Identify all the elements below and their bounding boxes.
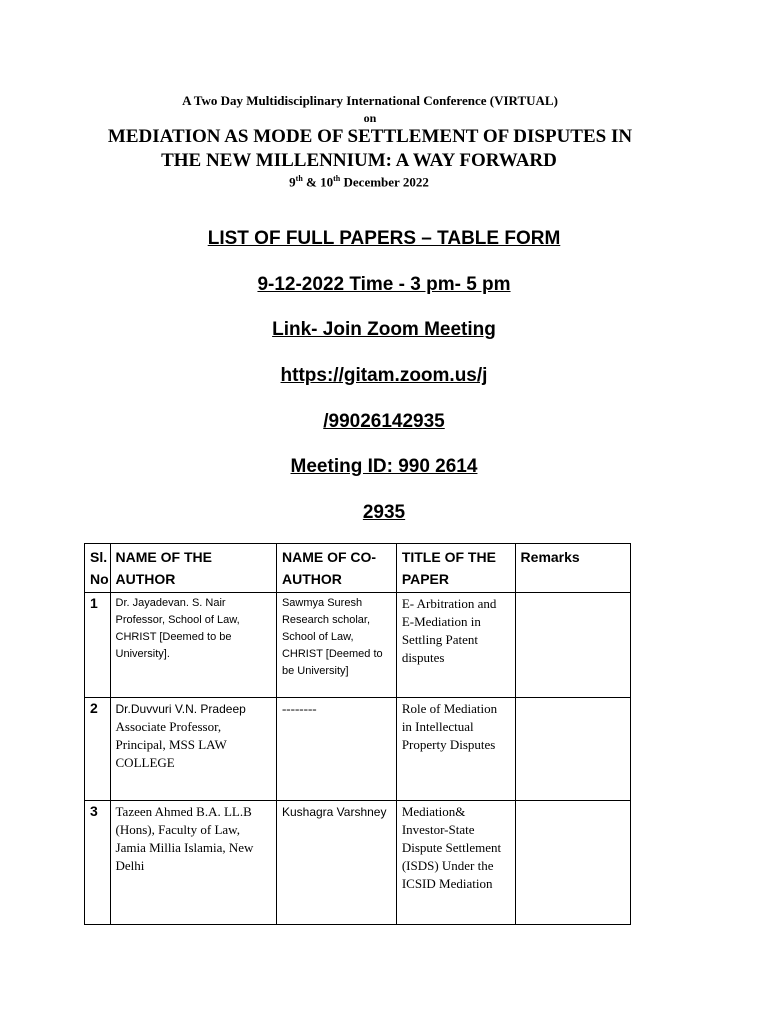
- row-author: Dr. Jayadevan. S. Nair Professor, School of Law, CHRIST [Deemed to be University].: [110, 593, 276, 698]
- header-sl-no: Sl. No: [85, 544, 111, 593]
- header-remarks: Remarks: [515, 544, 630, 593]
- header-author: NAME OF THE AUTHOR: [110, 544, 276, 593]
- zoom-url-part2[interactable]: /99026142935: [323, 411, 445, 432]
- conference-on: on: [363, 111, 377, 125]
- zoom-link-label[interactable]: Link- Join Zoom Meeting: [272, 319, 496, 340]
- row-paper-title: Role of Mediation in Intellectual Property Disputes: [396, 698, 515, 801]
- papers-table: [84, 543, 631, 925]
- table-row: [85, 593, 631, 698]
- header-title: TITLE OF THE PAPER: [396, 544, 515, 593]
- list-title: LIST OF FULL PAPERS – TABLE FORM: [207, 228, 561, 249]
- row-paper-title: E- Arbitration and E-Mediation in Settling Patent disputes: [396, 593, 515, 698]
- row-remarks: [515, 698, 630, 801]
- session-time: 9-12-2022 Time - 3 pm- 5 pm: [257, 274, 511, 295]
- date-day1: 9: [289, 174, 296, 190]
- zoom-url-part1[interactable]: https://gitam.zoom.us/j: [280, 365, 488, 386]
- row-author-description: Associate Professor, Principal, MSS LAW COLLEGE: [115, 719, 227, 770]
- row-coauthor: Sawmya Suresh Research scholar, School of Law, CHRIST [Deemed to be University]: [276, 593, 396, 698]
- row-sl-no: 1: [85, 593, 111, 698]
- meeting-id: Meeting ID: 990 2614: [290, 456, 478, 477]
- table-row: [85, 801, 631, 925]
- table-row: [85, 698, 631, 801]
- row-coauthor: --------: [276, 698, 396, 801]
- row-coauthor: Kushagra Varshney: [276, 801, 396, 925]
- row-author-name: Dr.Duvvuri V.N. Pradeep: [115, 702, 246, 716]
- row-remarks: [515, 801, 630, 925]
- row-sl-no: 3: [85, 801, 111, 925]
- row-author: Tazeen Ahmed B.A. LL.B (Hons), Faculty of Law, Jamia Millia Islamia, New Delhi: [110, 801, 276, 925]
- conference-title-line-2: THE NEW MILLENNIUM: A WAY FORWARD: [161, 150, 557, 171]
- date-rest: December 2022: [340, 174, 429, 190]
- date-sup1: th: [295, 174, 303, 183]
- conference-title-line-1: MEDIATION AS MODE OF SETTLEMENT OF DISPUTES IN: [107, 126, 633, 147]
- meeting-id-continued: 2935: [362, 502, 406, 523]
- row-paper-title: Mediation& Investor-State Dispute Settlement (ISDS) Under the ICSID Mediation: [396, 801, 515, 925]
- header-coauthor: NAME OF CO-AUTHOR: [276, 544, 396, 593]
- conference-dates: [0, 174, 718, 190]
- row-remarks: [515, 593, 630, 698]
- table-header-row: [85, 544, 631, 593]
- conference-subtitle: A Two Day Multidisciplinary International Conference (VIRTUAL): [182, 93, 558, 108]
- date-mid: & 10: [302, 174, 334, 190]
- date-sup2: th: [333, 174, 341, 183]
- row-sl-no: 2: [85, 698, 111, 801]
- row-author: [110, 698, 276, 801]
